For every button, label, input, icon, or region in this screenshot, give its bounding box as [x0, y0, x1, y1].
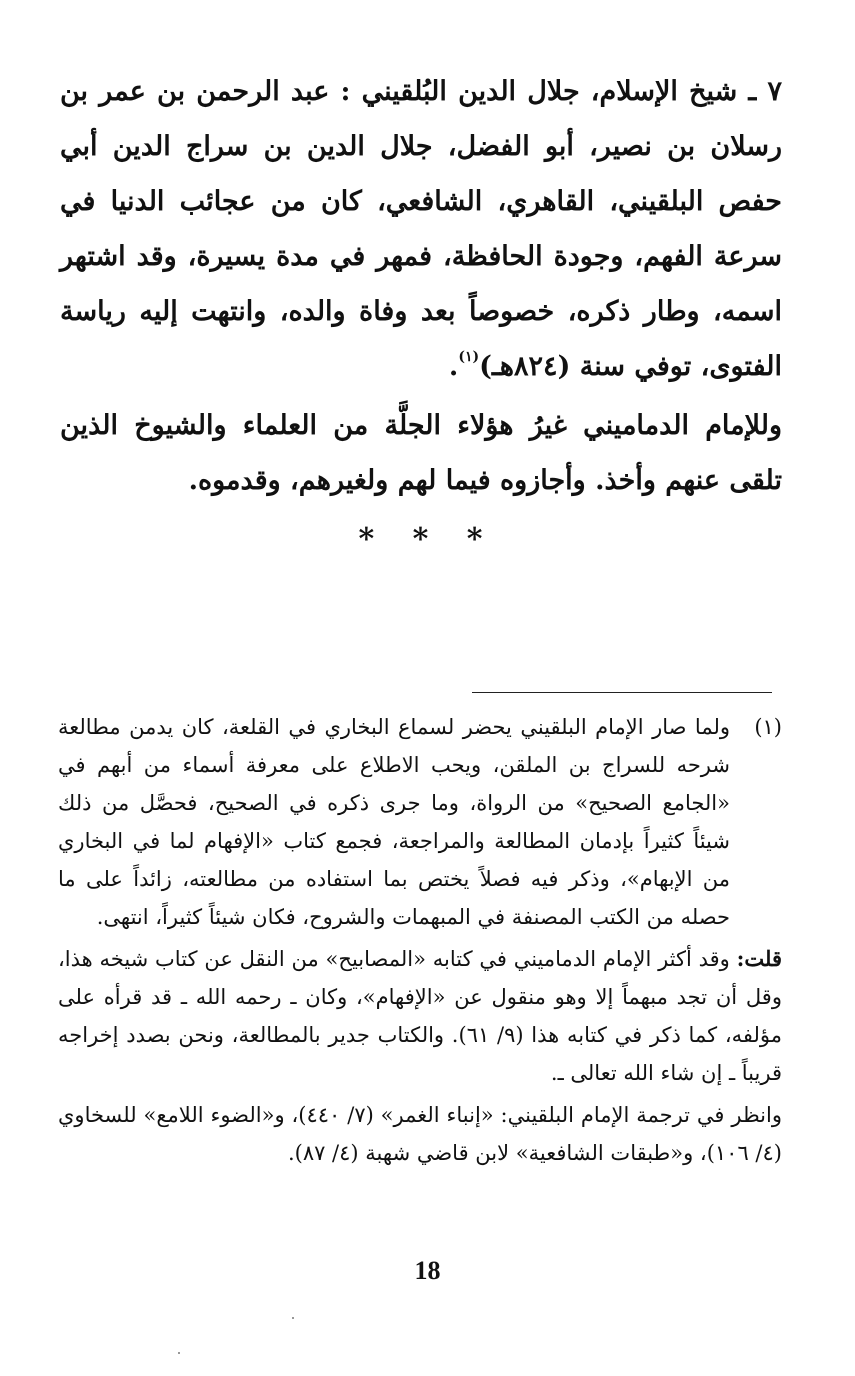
footnote-reference: (١): [458, 349, 480, 365]
footnote-comment: [58, 940, 782, 1092]
print-speck: [178, 1352, 180, 1354]
page-number: 18: [414, 1256, 441, 1285]
footnote-1: [58, 708, 782, 936]
footnote-1-text: ولما صار الإمام البلقيني يحضر لسماع البخاري في القلعة، كان يدمن مطالعة شرحه للسراج بن الملقن، ويحب الاطلاع على معرفة أسماء من أبهم في «الجامع الصحيح» من الرواة، وما جرى ذكره في الصحيح، فحصَّل من ذلك شيئاً كثيراً بإدمان المطالعة والمراجعة، فجمع كتاب «الإفهام لما في البخاري من الإبهام»، وذكر فيه فصلاً يختص بما استفاده من مطالعته، زائداً على ما حصله من الكتب المصنفة في المبهمات والشروح، فكان شيئاً كثيراً، انتهى.: [58, 715, 730, 929]
footnote-comment-label: قلت:: [736, 946, 782, 971]
footnotes-section: [58, 708, 782, 1172]
biography-end-period: .: [448, 351, 459, 382]
main-text: [60, 64, 782, 508]
section-separator: * * *: [358, 522, 497, 557]
footnote-references: وانظر في ترجمة الإمام البلقيني: «إنباء الغمر» (٧/ ٤٤٠)، و«الضوء اللامع» للسخاوي (٤/ ١٠٦)، و«طبقات الشافعية» لابن قاضي شهبة (٤/ ٨٧).: [58, 1103, 782, 1165]
footnote-1-marker: (١): [754, 715, 782, 739]
biography-text: ٧ ـ شيخ الإسلام، جلال الدين البُلقيني : عبد الرحمن بن عمر بن رسلان بن نصير، أبو الفضل، جلال الدين بن سراج الدين أبي حفص البلقيني، القاهري، الشافعي، كان من عجائب الدنيا في سرعة الفهم، وجودة الحافظة، فمهر في مدة يسيرة، وقد اشتهر اسمه، وطار ذكره، خصوصاً بعد وفاة والده، وانتهت إليه رياسة الفتوى، توفي سنة (٨٢٤هـ): [60, 76, 782, 382]
footnote-comment-text: وقد أكثر الإمام الدماميني في كتابه «المصابيح» من النقل عن كتاب شيخه هذا، وقل أن تجد مبهماً إلا وهو منقول عن «الإفهام»، وكان ـ رحمه الله ـ قد قرأه على مؤلفه، كما ذكر في كتابه هذا (٩/ ٦١). والكتاب جدير بالمطالعة، ونحن بصدد إخراجه قريباً ـ إن شاء الله تعالى ـ.: [58, 947, 782, 1085]
closing-paragraph: وللإمام الدماميني غيرُ هؤلاء الجلَّة من العلماء والشيوخ الذين تلقى عنهم وأخذ. وأجازوه فيما لهم ولغيرهم، وقدموه.: [60, 410, 782, 496]
biography-paragraph: [60, 64, 782, 394]
footnote-divider: [472, 692, 772, 693]
print-speck: [292, 1317, 294, 1319]
